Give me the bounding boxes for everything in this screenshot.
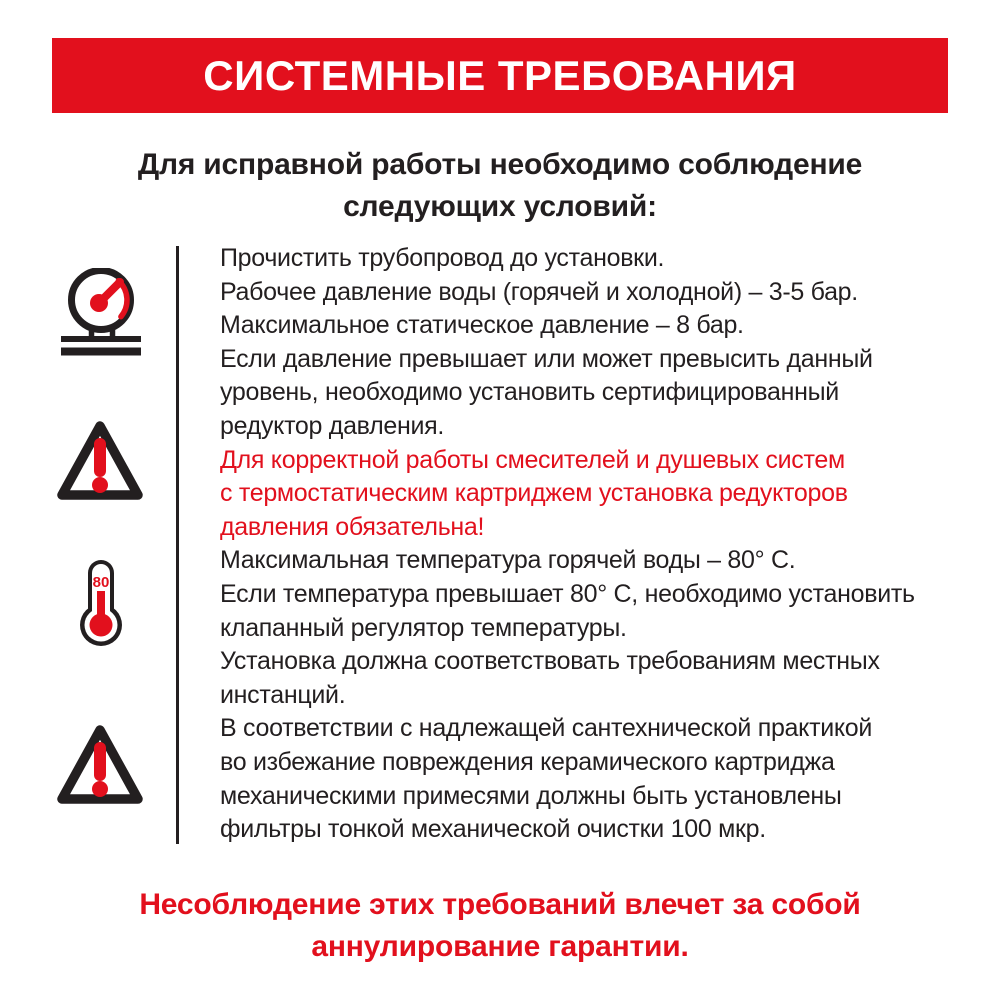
requirement-line: с термостатическим картриджем установка редукторов (220, 479, 848, 508)
warranty-warning (0, 884, 1000, 968)
requirement-line: Максимальное статическое давление – 8 бар. (220, 311, 744, 340)
requirement-line: редуктор давления. (220, 411, 445, 440)
requirement-line: Максимальная температура горячей воды – 80° C. (220, 546, 796, 575)
requirement-line: механическими примесями должны быть установлены (220, 781, 842, 810)
page-title: СИСТЕМНЫЕ ТРЕБОВАНИЯ (203, 51, 797, 99)
requirements-section (0, 240, 1000, 860)
requirement-line: фильтры тонкой механической очистки 100 мкр. (220, 815, 766, 844)
requirement-line: В соответствии с надлежащей сантехнической практикой (220, 714, 873, 743)
vertical-divider (176, 246, 179, 844)
requirement-line: Прочистить трубопровод до установки. (220, 244, 665, 272)
requirement-line: уровень, необходимо установить сертифицированный (220, 378, 839, 407)
requirements-text (220, 242, 960, 847)
requirement-line: давления обязательна! (220, 512, 485, 541)
pressure-gauge-icon (58, 268, 144, 360)
intro-line-1: Для исправной работы необходимо соблюдение (137, 148, 863, 181)
thermometer-icon (77, 558, 125, 648)
requirement-line: во избежание повреждения керамического картриджа (220, 747, 835, 776)
requirement-line: инстанций. (220, 680, 346, 709)
thermometer-value: 80 (92, 574, 110, 591)
warranty-line-1: Несоблюдение этих требований влечет за собой (139, 888, 861, 921)
warning-triangle-icon (54, 416, 146, 506)
requirement-line: Рабочее давление воды (горячей и холодной) – 3-5 бар. (220, 277, 858, 306)
requirement-line: Если давление превышает или может превысить данный (220, 344, 873, 373)
title-banner (52, 38, 948, 113)
warning-triangle-icon (54, 720, 146, 810)
requirement-line: Если температура превышает 80° C, необходимо установить (220, 579, 915, 608)
requirement-line: Установка должна соответствовать требованиям местных (220, 647, 880, 676)
intro-line-2: следующих условий: (343, 190, 657, 223)
intro-text (0, 144, 1000, 228)
warranty-line-2: аннулирование гарантии. (311, 930, 689, 963)
requirement-line: клапанный регулятор температуры. (220, 613, 627, 642)
requirement-line: Для корректной работы смесителей и душевых систем (220, 445, 845, 474)
